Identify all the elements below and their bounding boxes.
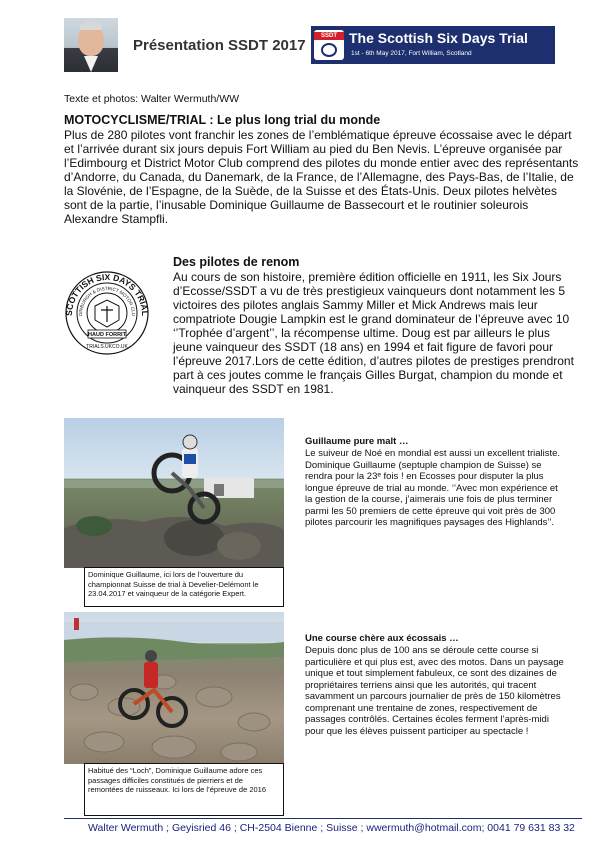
course-paragraph: Depuis donc plus de 100 ans se déroule cette course si particulière et qui plus est, avec des motos. Dans un paysage unique et tout simplement fabuleux, ce sont des dizaines de propriétaires terriens ainsi que les autorités, qui tracent savamment un parcours journalier de près de 150 kilomètres comprenant une trentaine de zones, respectivement de passages contrôlés. Certaines écoles ferment l’après-midi pour que les élèves puissent participer au spectacle ! — [305, 645, 564, 737]
section-heading-course: Une course chère aux écossais … — [305, 633, 459, 644]
seal-outer-text: SCOTTISH SIX DAYS TRIAL — [64, 271, 150, 317]
ssdt-logo — [314, 30, 344, 60]
footer-divider — [64, 818, 582, 819]
pilots-paragraph: Au cours de son histoire, première édition officielle en 1911, les Six Jours d’Ecosse/SSDT a vu de très prestigieux vainqueurs dont notamment les 5 victoires des pilotes anglais Sammy Miller et Mick Andrews mais leur compatriote Dougie Lampkin est le grand dominateur de l’épreuve avec 10 ‘’Trophée d’argent’’, la récompense ultime. Doug est par ailleurs le plus jeune vainqueur des SSDT (18 ans) en 1994 et fait figure de favori pour l’épreuve 2017.Lors de cette édition, d’autres pilotes de prestiges prendront part à ces joutes comme le français Gilles Burgat, champion du monde et vainqueur des SSDT en 1981. — [173, 270, 574, 396]
footer-contact: Walter Wermuth ; Geyisried 46 ; CH-2504 Bienne ; Suisse ; wwermuth@hotmail.com; 0041 79 631 83 32 — [88, 822, 575, 834]
seal-ribbon-text: HAUD FORRIT — [88, 332, 126, 339]
ssdt-banner — [311, 26, 555, 64]
ssdt-logo-text: SSDT — [320, 33, 337, 39]
ssdt-seal-logo — [64, 270, 150, 356]
trial-photo-loch — [64, 612, 284, 764]
intro-paragraph: Plus de 280 pilotes vont franchir les zones de l’emblématique épreuve écossaise avec le départ et l’arrivée durant six jours depuis Fort William au pied du Ben Nevis. L’épreuve organisée par l’Edimbourg et District Motor Club comprend des pilotes du monde entier avec des représentants d’Andorre, du Canada, du Danemark, de la France, de l’Allemagne, des Pays-Bas, de l’Italie, de la Slovénie, de l’Espagne, de la Suède, de la Suisse et des États-Unis. Deux pilotes helvètes sont de la partie, l’inusable Dominique Guillaume de Bassecourt et le routinier soleurois Alexandre Stampfli. — [64, 128, 579, 226]
page-title: Présentation SSDT 2017 — [133, 37, 306, 54]
photo-caption-1: Dominique Guillaume, ici lors de l’ouverture du championnat Suisse de trial à Develier-Delémont le 23.04.2017 et vainqueur de la catégorie Expert. — [84, 567, 284, 607]
section-heading-main: MOTOCYCLISME/TRIAL : Le plus long trial du monde — [64, 113, 381, 127]
trial-photo-develier — [64, 418, 284, 568]
banner-title: The Scottish Six Days Trial — [349, 30, 528, 46]
seal-bottom-text: TRIALS.UKCO.UK — [86, 344, 128, 350]
section-heading-guillaume: Guillaume pure malt … — [305, 436, 409, 447]
author-portrait — [64, 18, 118, 72]
photo-caption-2: Habitué des “Loch”, Dominique Guillaume adore ces passages difficiles constitués de pierriers et de remontées de ruisseaux. Ici lors de l’épreuve de 2016 — [84, 763, 284, 816]
section-heading-pilots: Des pilotes de renom — [173, 255, 300, 269]
seal-inner-text: DINBURGH & DISTRICT MOTOR CLU — [77, 285, 137, 317]
guillaume-paragraph: Le suiveur de Noé en mondial est aussi un excellent trialiste. Dominique Guillaume (septuple champion de Suisse) se rendra pour la 23ᵉ fois ! en Ecosses pour disputer la plus longue épreuve de trial au monde. ‘’Avec mon expérience et la gestion de la course, j’aimerais une fois de plus terminer parmi les 50 premiers de cette épreuve qui voit près de 300 pilotes parcourir les magnifiques paysages des Highlands’’. — [305, 448, 561, 528]
banner-subtitle: 1st - 6th May 2017, Fort William, Scotland — [351, 50, 472, 57]
photo-credit: Texte et photos: Walter Wermuth/WW — [64, 93, 240, 105]
